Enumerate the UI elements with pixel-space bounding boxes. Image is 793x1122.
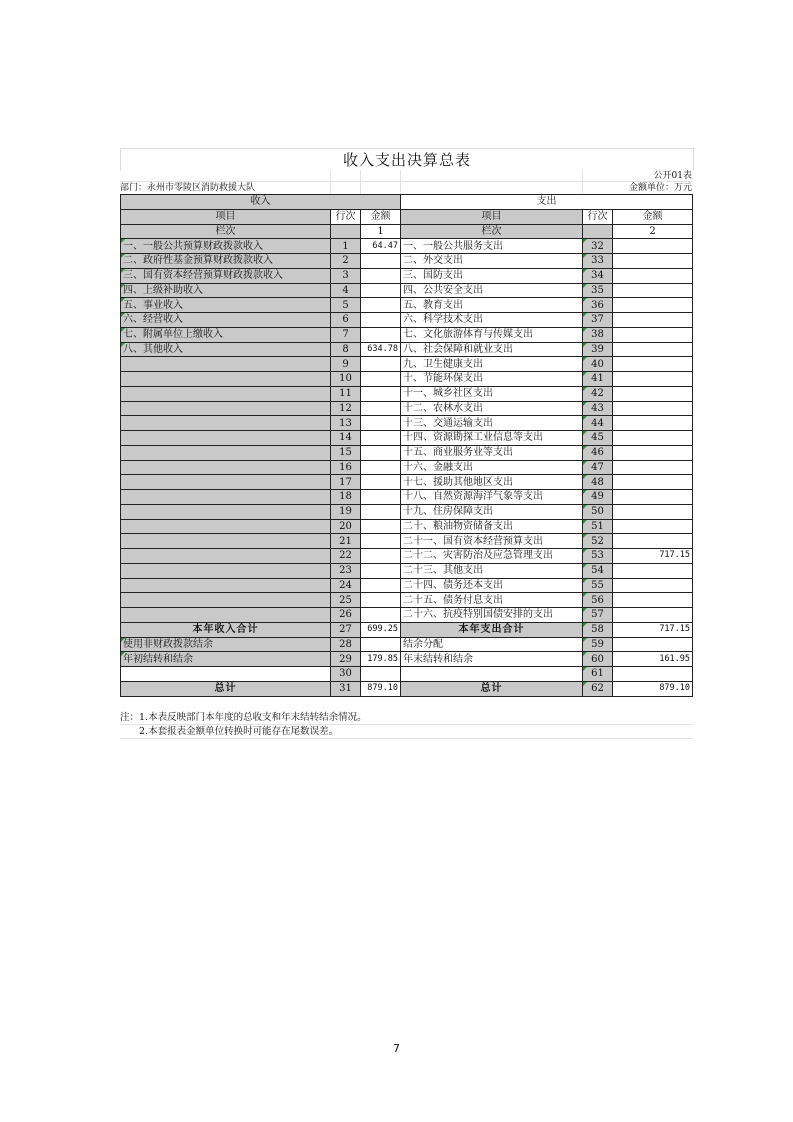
expense-amount-cell: [613, 667, 693, 682]
income-amount-cell: [361, 416, 401, 431]
expense-row-no-cell: 56: [583, 593, 613, 608]
expense-row-no-cell: 44: [583, 416, 613, 431]
income-amount-cell: [361, 431, 401, 446]
income-item-cell: 八、其他收入: [121, 342, 331, 357]
expense-item-cell: 二十六、抗疫特别国债安排的支出: [401, 608, 583, 623]
expense-item-cell: 五、教育支出: [401, 298, 583, 313]
expense-amount-cell: [613, 431, 693, 446]
income-item-cell: [121, 608, 331, 623]
income-amount-cell: [361, 563, 401, 578]
expense-amount-cell: [613, 504, 693, 519]
expense-row-no-cell: 52: [583, 534, 613, 549]
expense-item-cell: 二十一、国有资本经营预算支出: [401, 534, 583, 549]
income-row-no-cell: 11: [331, 386, 361, 401]
income-amount-cell: [361, 313, 401, 328]
income-expense-table: [120, 194, 693, 697]
income-item-cell: [121, 475, 331, 490]
expense-amount-cell: [613, 534, 693, 549]
income-item-cell: [121, 372, 331, 387]
expense-amount-cell: [613, 416, 693, 431]
expense-item-cell: 二十三、其他支出: [401, 563, 583, 578]
expense-amount-cell: 717.15: [613, 622, 693, 637]
income-row-no-cell: 20: [331, 519, 361, 534]
expense-row-no-cell: 53: [583, 549, 613, 564]
income-row-no-cell: 5: [331, 298, 361, 313]
income-amount-cell: [361, 357, 401, 372]
income-item-cell: [121, 578, 331, 593]
expense-row-no-cell: 47: [583, 460, 613, 475]
income-row-no-cell: 19: [331, 504, 361, 519]
expense-row-no-cell: 57: [583, 608, 613, 623]
income-amount-cell: [361, 667, 401, 682]
expense-column-index: 2: [613, 224, 693, 239]
income-section-header: 收入: [121, 195, 401, 210]
section-header-row: [121, 195, 693, 210]
expense-item-cell: 十二、农林水支出: [401, 401, 583, 416]
expense-amount-cell: 717.15: [613, 549, 693, 564]
income-item-cell: [121, 667, 331, 682]
income-item-cell: [121, 401, 331, 416]
income-item-cell: [121, 460, 331, 475]
income-row-no-cell: 10: [331, 372, 361, 387]
expense-row-no-cell: 33: [583, 254, 613, 269]
expense-item-cell: 二十四、债务还本支出: [401, 578, 583, 593]
income-amount-cell: [361, 578, 401, 593]
income-row-no-cell: 27: [331, 622, 361, 637]
expense-item-cell: 结余分配: [401, 637, 583, 652]
expense-row-no-cell: 38: [583, 327, 613, 342]
table-row: [121, 622, 693, 637]
income-row-no-cell: 2: [331, 254, 361, 269]
expense-row-no-cell: 36: [583, 298, 613, 313]
expense-row-no-cell: 61: [583, 667, 613, 682]
income-item-cell: 年初结转和结余: [121, 652, 331, 667]
expense-amount-header: 金额: [613, 209, 693, 224]
table-row: [121, 637, 693, 652]
table-row: [121, 475, 693, 490]
expense-amount-cell: [613, 563, 693, 578]
income-amount-cell: [361, 283, 401, 298]
income-item-cell: [121, 593, 331, 608]
income-row-no-cell: 18: [331, 490, 361, 505]
income-amount-cell: [361, 268, 401, 283]
income-item-cell: 七、附属单位上缴收入: [121, 327, 331, 342]
table-row: [121, 298, 693, 313]
expense-item-cell: 二十二、灾害防治及应急管理支出: [401, 549, 583, 564]
table-row: [121, 386, 693, 401]
table-row: [121, 401, 693, 416]
income-amount-cell: [361, 519, 401, 534]
income-item-cell: 三、国有资本经营预算财政拨款收入: [121, 268, 331, 283]
income-row-no-cell: 17: [331, 475, 361, 490]
income-row-no-cell: 31: [331, 681, 361, 696]
income-row-no-cell: 26: [331, 608, 361, 623]
expense-item-cell: 八、社会保障和就业支出: [401, 342, 583, 357]
expense-item-cell: 六、科学技术支出: [401, 313, 583, 328]
table-row: [121, 445, 693, 460]
income-amount-cell: [361, 534, 401, 549]
expense-row-no-cell: 34: [583, 268, 613, 283]
notes: [120, 711, 692, 739]
expense-item-cell: 十三、交通运输支出: [401, 416, 583, 431]
expense-item-header: 项目: [401, 209, 583, 224]
table-row: [121, 519, 693, 534]
table-row: [121, 342, 693, 357]
income-amount-header: 金额: [361, 209, 401, 224]
expense-row-no-cell: 41: [583, 372, 613, 387]
income-item-header: 项目: [121, 209, 331, 224]
report-title: 收入支出决算总表: [120, 148, 694, 171]
expense-row-no-cell: 42: [583, 386, 613, 401]
income-item-cell: [121, 490, 331, 505]
expense-amount-cell: [613, 313, 693, 328]
income-item-cell: 五、事业收入: [121, 298, 331, 313]
income-row-no-cell: 22: [331, 549, 361, 564]
expense-section-header: 支出: [401, 195, 693, 210]
expense-amount-cell: [613, 283, 693, 298]
income-amount-cell: 879.10: [361, 681, 401, 696]
income-item-cell: 四、上级补助收入: [121, 283, 331, 298]
income-amount-cell: [361, 475, 401, 490]
expense-item-cell: 九、卫生健康支出: [401, 357, 583, 372]
expense-row-no-cell: 46: [583, 445, 613, 460]
note-line-1: 注：1.本表反映部门本年度的总收支和年末结转结余情况。: [120, 711, 692, 725]
income-row-no-cell: 21: [331, 534, 361, 549]
income-amount-cell: [361, 637, 401, 652]
table-row: [121, 460, 693, 475]
table-row: [121, 490, 693, 505]
table-row: [121, 431, 693, 446]
expense-row-no-cell: 54: [583, 563, 613, 578]
table-row: [121, 254, 693, 269]
expense-column-label: 栏次: [401, 224, 583, 239]
page-number: 7: [393, 1042, 400, 1055]
income-amount-cell: 699.25: [361, 622, 401, 637]
table-row: [121, 681, 693, 696]
income-row-no-cell: 12: [331, 401, 361, 416]
income-row-no-cell: 1: [331, 239, 361, 254]
expense-item-cell: 十五、商业服务业等支出: [401, 445, 583, 460]
income-row-no-cell: 16: [331, 460, 361, 475]
income-item-cell: 二、政府性基金预算财政拨款收入: [121, 254, 331, 269]
income-row-no-cell: 30: [331, 667, 361, 682]
expense-amount-cell: [613, 460, 693, 475]
income-row-no-cell: 28: [331, 637, 361, 652]
expense-item-cell: 三、国防支出: [401, 268, 583, 283]
table-row: [121, 372, 693, 387]
income-row-no-cell: 13: [331, 416, 361, 431]
income-row-no-cell: 24: [331, 578, 361, 593]
expense-row-no-cell: 60: [583, 652, 613, 667]
expense-amount-cell: [613, 298, 693, 313]
expense-item-cell: 十六、金融支出: [401, 460, 583, 475]
expense-row-no-cell: 48: [583, 475, 613, 490]
income-amount-cell: [361, 401, 401, 416]
table-row: [121, 313, 693, 328]
income-row-no-cell: 29: [331, 652, 361, 667]
income-column-label: 栏次: [121, 224, 331, 239]
income-item-cell: 总计: [121, 681, 331, 696]
expense-amount-cell: [613, 490, 693, 505]
expense-amount-cell: [613, 372, 693, 387]
income-item-cell: [121, 431, 331, 446]
expense-row-no-cell: 35: [583, 283, 613, 298]
income-amount-cell: [361, 327, 401, 342]
income-amount-cell: [361, 298, 401, 313]
income-amount-cell: 179.85: [361, 652, 401, 667]
expense-row-no-cell: 45: [583, 431, 613, 446]
expense-row-no-cell: 39: [583, 342, 613, 357]
income-column-index: 1: [361, 224, 401, 239]
income-amount-cell: [361, 608, 401, 623]
table-row: [121, 327, 693, 342]
income-row-no-cell: 3: [331, 268, 361, 283]
expense-item-cell: 二、外交支出: [401, 254, 583, 269]
income-row-no-cell: 15: [331, 445, 361, 460]
expense-row-no-cell: 32: [583, 239, 613, 254]
income-row-no-cell: 23: [331, 563, 361, 578]
table-row: [121, 667, 693, 682]
expense-row-no-cell: 51: [583, 519, 613, 534]
expense-amount-cell: [613, 578, 693, 593]
income-amount-cell: [361, 445, 401, 460]
expense-item-cell: 本年支出合计: [401, 622, 583, 637]
expense-amount-cell: [613, 342, 693, 357]
income-row-no-header: 行次: [331, 209, 361, 224]
table-row: [121, 608, 693, 623]
expense-item-cell: 一、一般公共服务支出: [401, 239, 583, 254]
expense-row-no-cell: 37: [583, 313, 613, 328]
expense-item-cell: 十八、自然资源海洋气象等支出: [401, 490, 583, 505]
expense-item-cell: 十九、住房保障支出: [401, 504, 583, 519]
income-item-cell: [121, 357, 331, 372]
income-item-cell: 六、经营收入: [121, 313, 331, 328]
expense-item-cell: [401, 667, 583, 682]
expense-item-cell: 二十、粮油物资储备支出: [401, 519, 583, 534]
table-row: [121, 534, 693, 549]
income-amount-cell: [361, 386, 401, 401]
expense-amount-cell: [613, 445, 693, 460]
table-body: [121, 239, 693, 696]
expense-row-no-cell: 49: [583, 490, 613, 505]
income-amount-cell: [361, 372, 401, 387]
expense-amount-cell: [613, 239, 693, 254]
department-label: 部门：永州市零陵区消防救援大队: [120, 183, 256, 193]
expense-amount-cell: [613, 401, 693, 416]
expense-row-no-cell: 58: [583, 622, 613, 637]
income-amount-cell: [361, 254, 401, 269]
income-amount-cell: [361, 549, 401, 564]
expense-row-no-cell: 62: [583, 681, 613, 696]
amount-unit-label: 金额单位：万元: [628, 183, 692, 193]
income-amount-cell: [361, 460, 401, 475]
expense-row-no-cell: 55: [583, 578, 613, 593]
income-amount-cell: [361, 504, 401, 519]
expense-amount-cell: [613, 254, 693, 269]
income-row-no-cell: 6: [331, 313, 361, 328]
column-header-row: [121, 209, 693, 224]
income-item-cell: 使用非财政拨款结余: [121, 637, 331, 652]
expense-item-cell: 十四、资源勘探工业信息等支出: [401, 431, 583, 446]
income-row-no-cell: 7: [331, 327, 361, 342]
income-row-no-cell: 25: [331, 593, 361, 608]
income-item-cell: [121, 445, 331, 460]
expense-item-cell: 十一、城乡社区支出: [401, 386, 583, 401]
table-row: [121, 268, 693, 283]
table-row: [121, 563, 693, 578]
income-amount-cell: [361, 593, 401, 608]
expense-amount-cell: [613, 637, 693, 652]
expense-amount-cell: [613, 519, 693, 534]
expense-amount-cell: [613, 475, 693, 490]
table-row: [121, 504, 693, 519]
income-row-no-cell: 14: [331, 431, 361, 446]
income-item-cell: [121, 534, 331, 549]
income-amount-cell: 64.47: [361, 239, 401, 254]
income-item-cell: 本年收入合计: [121, 622, 331, 637]
expense-row-no-cell: 40: [583, 357, 613, 372]
income-item-cell: [121, 519, 331, 534]
income-item-cell: [121, 416, 331, 431]
expense-item-cell: 四、公共安全支出: [401, 283, 583, 298]
note-line-2: 2.本套报表金额单位转换时可能存在尾数误差。: [120, 725, 692, 739]
expense-row-no-header: 行次: [583, 209, 613, 224]
expense-item-cell: 总计: [401, 681, 583, 696]
table-row: [121, 416, 693, 431]
income-row-no-cell: 8: [331, 342, 361, 357]
expense-amount-cell: 879.10: [613, 681, 693, 696]
expense-column-blank: [583, 224, 613, 239]
income-amount-cell: 634.78: [361, 342, 401, 357]
expense-item-cell: 七、文化旅游体育与传媒支出: [401, 327, 583, 342]
income-amount-cell: [361, 490, 401, 505]
expense-amount-cell: [613, 268, 693, 283]
table-row: [121, 283, 693, 298]
expense-amount-cell: [613, 386, 693, 401]
table-row: [121, 549, 693, 564]
income-item-cell: [121, 549, 331, 564]
expense-item-cell: 十七、援助其他地区支出: [401, 475, 583, 490]
income-item-cell: [121, 563, 331, 578]
table-row: [121, 652, 693, 667]
column-index-row: [121, 224, 693, 239]
table-row: [121, 239, 693, 254]
table-row: [121, 578, 693, 593]
expense-row-no-cell: 43: [583, 401, 613, 416]
expense-row-no-cell: 59: [583, 637, 613, 652]
expense-item-cell: 二十五、债务付息支出: [401, 593, 583, 608]
expense-amount-cell: [613, 608, 693, 623]
income-row-no-cell: 4: [331, 283, 361, 298]
table-row: [121, 357, 693, 372]
expense-amount-cell: [613, 593, 693, 608]
income-item-cell: [121, 386, 331, 401]
income-item-cell: 一、一般公共预算财政拨款收入: [121, 239, 331, 254]
table-row: [121, 593, 693, 608]
income-row-no-cell: 9: [331, 357, 361, 372]
income-column-blank: [331, 224, 361, 239]
expense-amount-cell: [613, 357, 693, 372]
income-item-cell: [121, 504, 331, 519]
expense-amount-cell: 161.95: [613, 652, 693, 667]
expense-amount-cell: [613, 327, 693, 342]
form-number: 公开01表: [653, 171, 692, 181]
expense-item-cell: 年末结转和结余: [401, 652, 583, 667]
expense-row-no-cell: 50: [583, 504, 613, 519]
expense-item-cell: 十、节能环保支出: [401, 372, 583, 387]
